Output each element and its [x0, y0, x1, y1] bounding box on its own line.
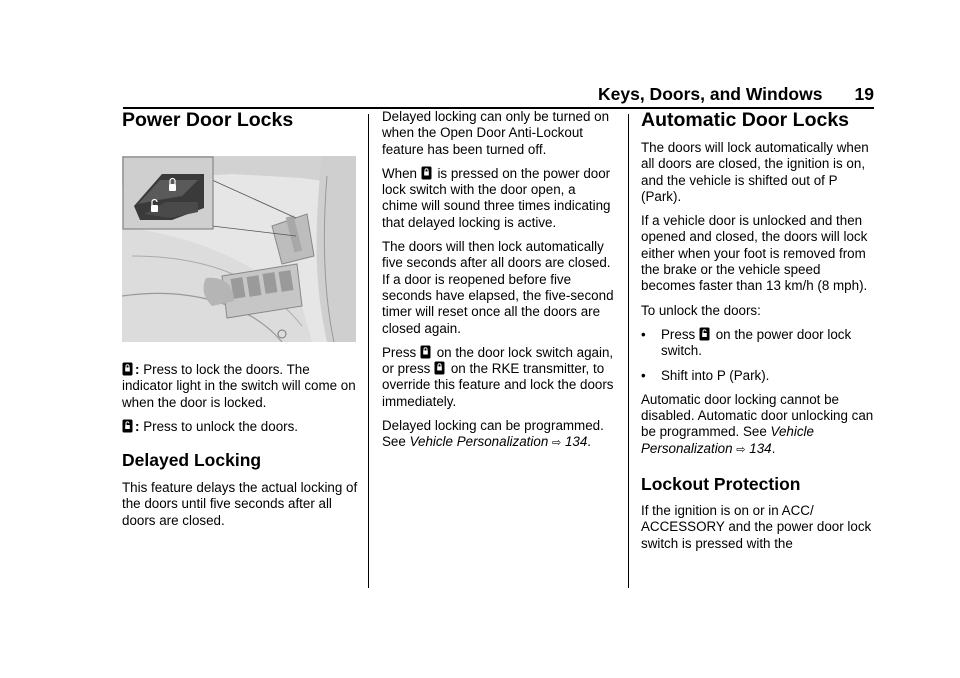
- column-2: [382, 109, 614, 452]
- lock-icon: [122, 362, 133, 376]
- col3-p4-text: Automatic door locking cannot be disabled. Automatic door unlocking can be programmed. See: [641, 391, 874, 440]
- page-reference-arrow-icon: ⇨: [552, 437, 562, 450]
- bullet-dot: •: [641, 367, 646, 383]
- lock-desc-text: Press to lock the doors. The indicator light in the switch will come on when the door is locked.: [122, 362, 356, 410]
- lockout-protection-heading: Lockout Protection: [641, 474, 801, 495]
- lock-icon: [434, 361, 445, 375]
- column-1: [122, 109, 358, 529]
- col2-p2-post: is pressed on the power door lock switch with the door open, a chime will sound three times indicating that delayed locking is active.: [382, 165, 611, 230]
- section-title: Keys, Doors, and Windows: [598, 84, 823, 104]
- delayed-locking-heading: Delayed Locking: [122, 450, 262, 471]
- unlock-icon: [699, 327, 710, 341]
- column-divider-left: [368, 114, 369, 588]
- bullet-shift-park: [641, 368, 875, 384]
- unlock-description: : Press to unlock the doors.: [122, 419, 358, 435]
- col3-p4: Automatic door locking cannot be disabled. Automatic door unlocking can be programmed. See Vehicle Personalization ⇨ 134.: [641, 391, 874, 456]
- page-ref-number[interactable]: 134: [564, 434, 588, 450]
- col2-p4: [382, 345, 614, 410]
- bullet-dot: •: [641, 326, 646, 342]
- col2-p4-b: on the door lock switch again, or press: [382, 344, 614, 377]
- door-lock-switch-illustration: [122, 156, 356, 342]
- col2-p5-text: Delayed locking can be programmed. See: [382, 418, 604, 450]
- page-reference-arrow-icon: ⇨: [736, 443, 746, 456]
- col3-p2: If a vehicle door is unlocked and then opened and closed, the doors will lock either when your foot is removed from the brake or the vehicle speed becomes faster than 13 km/h (8 mph).: [641, 213, 868, 294]
- col3-p1: The doors will lock automatically when all doors are closed, the ignition is on, and the vehicle is shifted out of P (Park).: [641, 140, 869, 204]
- bullet-press-unlock: [641, 327, 875, 360]
- col2-p2: [382, 166, 614, 231]
- page-ref-number[interactable]: 134: [749, 440, 772, 456]
- bullet2-text: Shift into P (Park).: [661, 367, 770, 383]
- power-door-locks-heading: Power Door Locks: [122, 109, 294, 131]
- col2-p3: The doors will then lock automatically five seconds after all doors are closed. If a door is reopened before five seconds have elapsed, the five-second timer will reset once all the doors are closed again.: [382, 239, 614, 336]
- column-3: [641, 109, 875, 552]
- unlock-desc-text: Press to unlock the doors.: [143, 418, 299, 434]
- vehicle-personalization-link[interactable]: Vehicle Personalization: [641, 424, 814, 456]
- lock-icon: [420, 345, 431, 359]
- unlock-icon: [122, 419, 133, 433]
- bullet1-pre: Press: [661, 326, 696, 342]
- col2-p4-a: Press: [382, 344, 417, 360]
- delayed-intro: This feature delays the actual locking of the doors until five seconds after all doors are closed.: [122, 480, 358, 528]
- col2-p5: Delayed locking can be programmed. See Vehicle Personalization ⇨ 134.: [382, 418, 604, 450]
- col2-p1: Delayed locking can only be turned on when the Open Door Anti-Lockout feature has been turned off.: [382, 109, 610, 157]
- automatic-door-locks-heading: Automatic Door Locks: [641, 109, 850, 131]
- bullet1-post: on the power door lock switch.: [661, 326, 852, 359]
- col3-p3: To unlock the doors:: [641, 302, 761, 318]
- vehicle-personalization-link[interactable]: Vehicle Personalization: [409, 434, 549, 450]
- col3-p5: If the ignition is on or in ACC/ ACCESSORY and the power door lock switch is pressed with the: [641, 503, 872, 551]
- column-divider-right: [628, 114, 629, 588]
- col2-p4-c: on the RKE transmitter, to override this feature and lock the doors immediately.: [382, 361, 614, 409]
- col2-p2-pre: When: [382, 165, 417, 181]
- lock-icon: [421, 166, 432, 180]
- page-number: 19: [854, 84, 874, 104]
- lock-description: : Press to lock the doors. The indicator light in the switch will come on when the door is locked.: [122, 362, 356, 410]
